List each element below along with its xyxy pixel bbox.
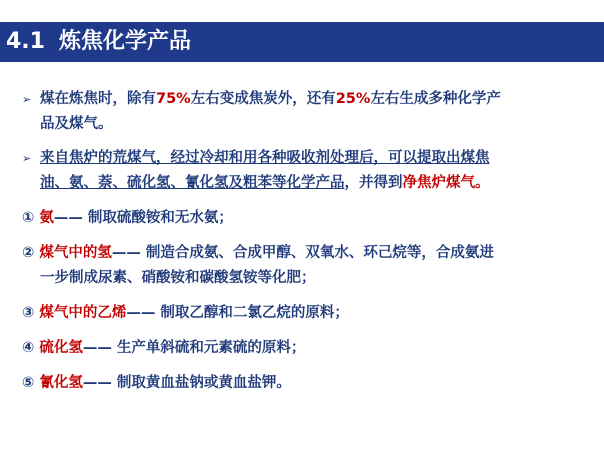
item-2 [22, 241, 592, 266]
section-number: 4.1 [6, 29, 45, 54]
item-5 [22, 371, 592, 396]
highlight-percent: 75% [156, 91, 191, 107]
bullet-point-2 [22, 146, 592, 171]
bullet-point-2-cont [22, 171, 592, 196]
item-name: 硫化氢 [39, 340, 83, 356]
underlined-text: 油、氨、萘、硫化氢、氰化氢及粗苯等化学产品 [40, 175, 345, 191]
bullet-point-1 [22, 87, 592, 112]
circled-number: ② [22, 245, 35, 261]
bullet-point-1-cont: 品及煤气。 [40, 116, 113, 132]
circled-number: ③ [22, 305, 35, 321]
item-text: —— 制取黄血盐钠或黄血盐钾。 [82, 375, 291, 391]
title-bar [0, 22, 604, 62]
text-span: 左右变成焦炭外，还有 [190, 91, 336, 107]
item-name: 煤气中的乙烯 [39, 305, 127, 321]
content [22, 87, 592, 396]
item-text: —— 制取硫酸铵和无水氨； [53, 210, 233, 226]
item-text: —— 制造合成氨、合成甲醇、双氧水、环己烷等，合成氨进 [111, 245, 494, 261]
highlight-percent: 25% [335, 91, 371, 107]
item-name: 氨 [39, 210, 54, 226]
arrow-bullet-icon: ➢ [22, 93, 32, 106]
item-name: 氰化氢 [39, 375, 83, 391]
item-2-cont: 一步制成尿素、硝酸铵和碳酸氢铵等化肥； [40, 270, 316, 286]
item-3 [22, 301, 592, 326]
text-span: 煤在炼焦时，除有 [40, 91, 156, 107]
circled-number: ④ [22, 340, 35, 356]
item-text: —— 制取乙醇和二氯乙烷的原料； [126, 305, 349, 321]
item-name: 煤气中的氢 [39, 245, 112, 261]
text-span: 左右生成多种化学产 [370, 91, 501, 107]
circled-number: ① [22, 210, 35, 226]
item-4 [22, 336, 592, 361]
highlight-text: 净焦炉煤气。 [402, 175, 490, 191]
item-text: —— 生产单斜硫和元素硫的原料； [82, 340, 306, 356]
page-title: 炼焦化学产品 [58, 29, 191, 54]
circled-number: ⑤ [22, 375, 35, 391]
item-1 [22, 206, 592, 231]
arrow-bullet-icon: ➢ [22, 152, 32, 165]
underlined-text: 来自焦炉的荒煤气，经过冷却和用各种吸收剂处理后，可以提取出煤焦 [40, 150, 490, 166]
text-span: ，并得到 [344, 175, 403, 191]
